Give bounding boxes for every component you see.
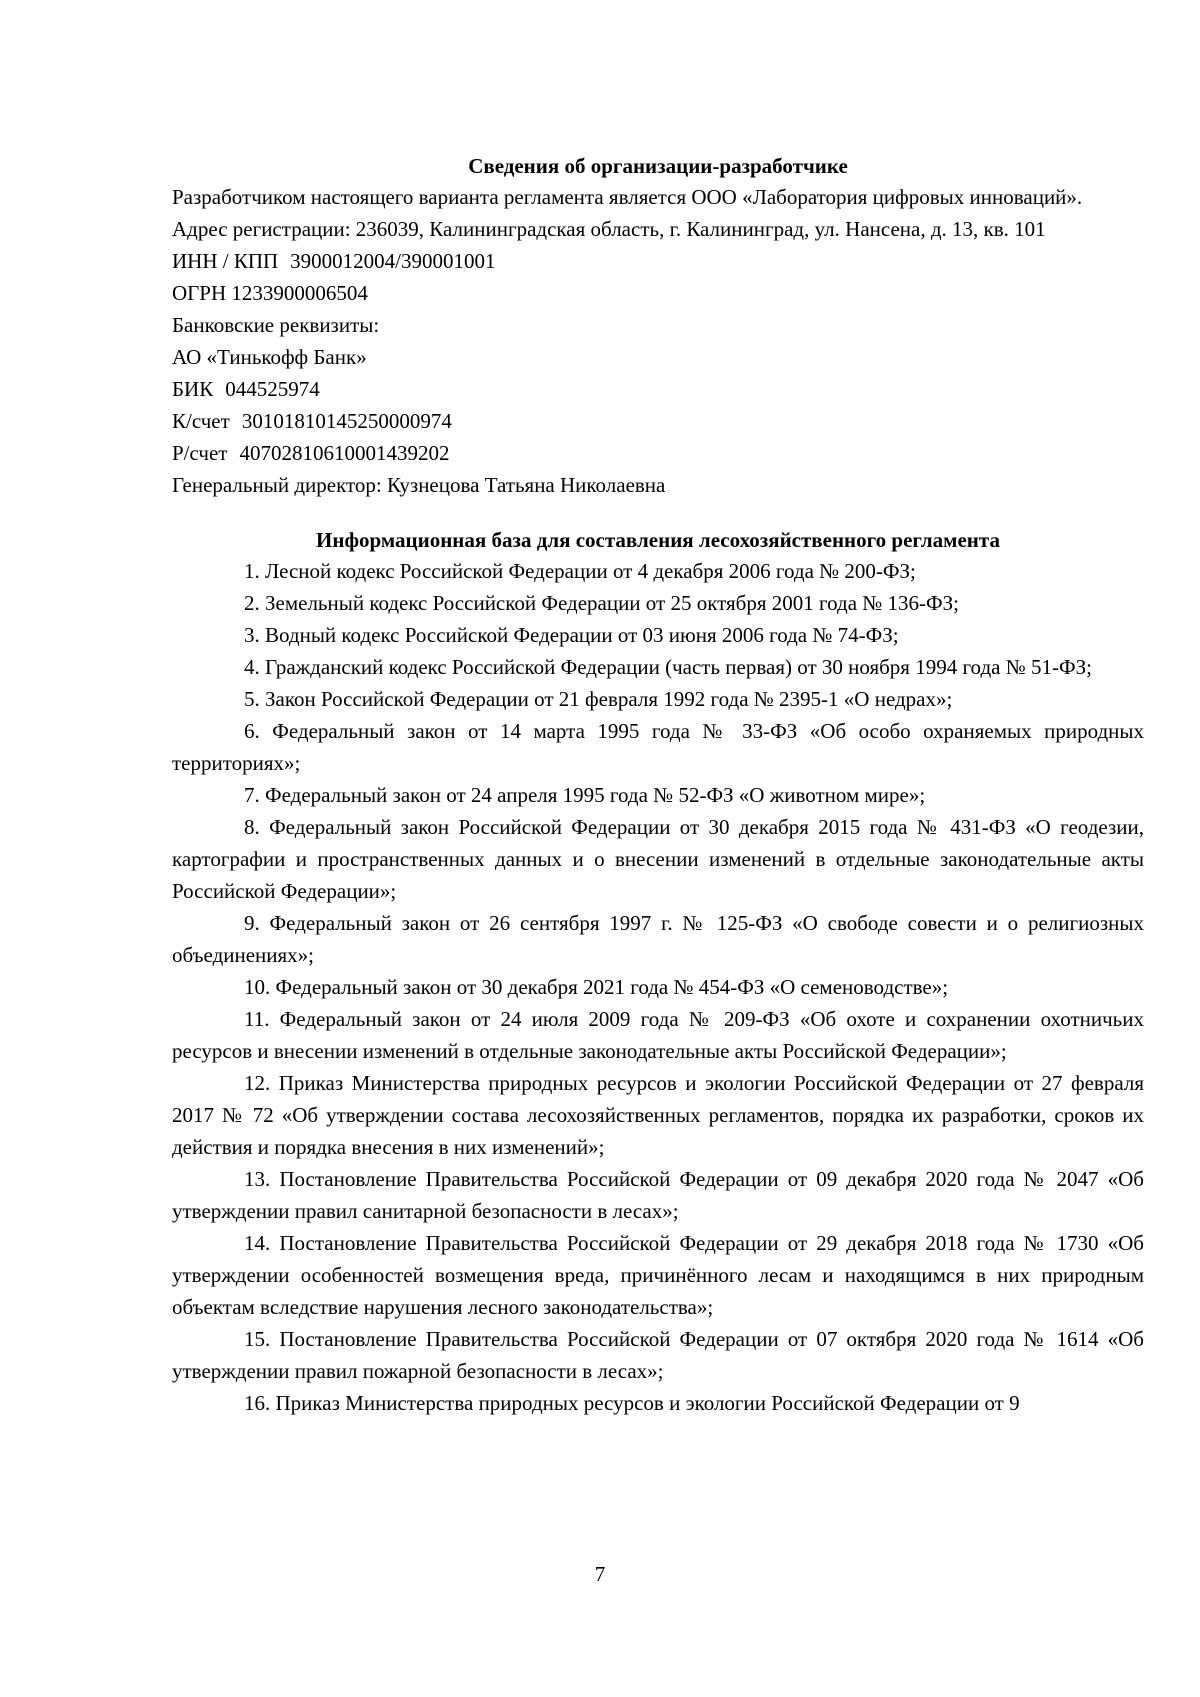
ks-value: 30101810145250000974 — [241, 409, 452, 433]
bik-label: БИК — [172, 377, 214, 401]
inn-kpp-value: 3900012004/390001001 — [290, 249, 496, 273]
section-spacer — [172, 501, 1144, 525]
bik-row — [172, 373, 1144, 405]
list-item: 15. Постановление Правительства Российской Федерации от 07 октября 2020 года № 1614 «Об утверждении правил пожарной безопасности в лесах»; — [172, 1327, 1144, 1383]
list-item: 13. Постановление Правительства Российской Федерации от 09 декабря 2020 года № 2047 «Об утверждении правил санитарной безопасности в лесах»; — [172, 1167, 1144, 1223]
list-item: 11. Федеральный закон от 24 июля 2009 года № 209-ФЗ «Об охоте и сохранении охотничьих ресурсов и внесении изменений в отдельные законодательные акты Российской Федерации»; — [172, 1007, 1144, 1063]
rs-label: Р/счет — [172, 441, 228, 465]
list-item: 2. Земельный кодекс Российской Федерации от 25 октября 2001 года № 136-ФЗ; — [244, 591, 959, 615]
page-number: 7 — [594, 1562, 606, 1586]
list-item: 16. Приказ Министерства природных ресурсов и экологии Российской Федерации от 9 — [244, 1391, 1020, 1415]
general-director: Генеральный директор: Кузнецова Татьяна Николаевна — [172, 473, 666, 497]
list-item: 6. Федеральный закон от 14 марта 1995 года № 33-ФЗ «Об особо охраняемых природных территориях»; — [172, 719, 1144, 775]
inn-kpp-label: ИНН / КПП — [172, 249, 279, 273]
developer-intro: Разработчиком настоящего варианта регламента является ООО «Лаборатория цифровых инноваций». — [172, 185, 1083, 209]
list-item: 5. Закон Российской Федерации от 21 февраля 1992 года № 2395-1 «О недрах»; — [244, 687, 953, 711]
list-item: 7. Федеральный закон от 24 апреля 1995 года № 52-ФЗ «О животном мире»; — [244, 783, 926, 807]
list-item: 12. Приказ Министерства природных ресурсов и экологии Российской Федерации от 27 февраля 2017 № 72 «Об утверждении состава лесохозяйственных регламентов, порядка их разработки, сроков их действия и порядка внесения в них изменений»; — [172, 1071, 1144, 1159]
list-item: 10. Федеральный закон от 30 декабря 2021 года № 454-ФЗ «О семеноводстве»; — [244, 975, 949, 999]
ogrn: ОГРН 1233900006504 — [172, 281, 368, 305]
bank-name: АО «Тинькофф Банк» — [172, 345, 367, 369]
info-base-heading: Информационная база для составления лесохозяйственного регламента — [316, 528, 1000, 552]
rs-row — [172, 437, 1144, 469]
list-item: 8. Федеральный закон Российской Федерации от 30 декабря 2015 года № 431-ФЗ «О геодезии, картографии и пространственных данных и о внесении изменений в отдельные законодательные акты Российской Федерации»; — [172, 815, 1144, 903]
registration-address: Адрес регистрации: 236039, Калининградская область, г. Калининград, ул. Нансена, д. 13, кв. 101 — [172, 217, 1046, 241]
list-item: 1. Лесной кодекс Российской Федерации от 4 декабря 2006 года № 200-ФЗ; — [244, 559, 916, 583]
ks-row — [172, 405, 1144, 437]
inn-kpp-row — [172, 245, 1144, 277]
bank-details-label: Банковские реквизиты: — [172, 313, 380, 337]
list-item: 9. Федеральный закон от 26 сентября 1997 г. № 125-ФЗ «О свободе совести и о религиозных объединениях»; — [172, 911, 1144, 967]
ks-label: К/счет — [172, 409, 230, 433]
developer-heading: Сведения об организации-разработчике — [468, 154, 848, 178]
rs-value: 40702810610001439202 — [239, 441, 450, 465]
list-item: 14. Постановление Правительства Российской Федерации от 29 декабря 2018 года № 1730 «Об утверждении особенностей возмещения вреда, причинённого лесам и находящимся в них природным объектам вследствие нарушения лесного законодательства»; — [172, 1231, 1144, 1319]
list-item: 3. Водный кодекс Российской Федерации от 03 июня 2006 года № 74-ФЗ; — [244, 623, 899, 647]
page-content — [172, 151, 1144, 1419]
bik-value: 044525974 — [225, 377, 320, 401]
legal-acts-list — [172, 555, 1144, 1419]
list-item: 4. Гражданский кодекс Российской Федерации (часть первая) от 30 ноября 1994 года № 51-ФЗ; — [244, 655, 1092, 679]
